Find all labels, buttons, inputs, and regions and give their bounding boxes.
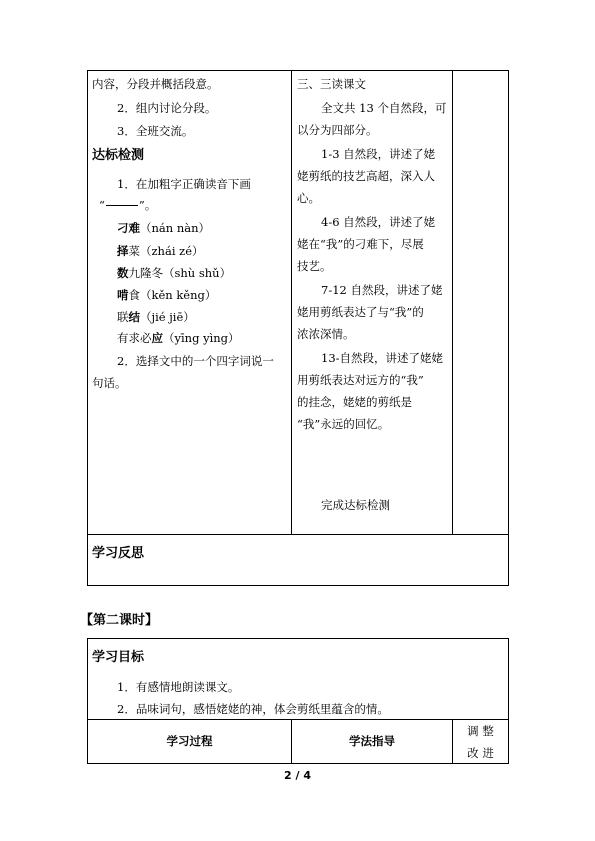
step-2: 2．组内讨论分段。 [117, 101, 217, 115]
question-2b: 句话。 [92, 376, 127, 390]
mid-line: 全文共 13 个自然段，可 [321, 101, 447, 115]
goal-2: 2．品味词句，感悟姥姥的神，体会剪纸里蕴含的情。 [117, 702, 389, 716]
header-guide: 学法指导 [349, 734, 395, 748]
mid-line: 13-自然段，讲述了姥姥 [321, 351, 444, 365]
header-adjust-2: 改 进 [467, 746, 494, 760]
page-number: 2 / 4 [284, 769, 311, 782]
list-item: 有求必应（yīng yìng） [117, 331, 240, 345]
row-divider-goals [87, 719, 509, 720]
intro-text: 内容，分段并概括段意。 [92, 77, 219, 91]
mid-title: 三、三读课文 [297, 77, 366, 91]
col-divider-1 [291, 70, 292, 534]
question-1a: 1．在加粗字正确读音下画 [117, 177, 251, 191]
list-item: 联结（jié jiē） [117, 310, 195, 324]
mid-line: 7-12 自然段，讲述了姥 [321, 283, 443, 297]
mid-finish: 完成达标检测 [321, 498, 390, 512]
reflection-heading: 学习反思 [92, 546, 145, 561]
mid-line: 技艺。 [297, 259, 332, 273]
heading-assessment: 达标检测 [92, 148, 145, 163]
header-adjust-1: 调 整 [467, 724, 494, 738]
mid-line: 姥剪纸的技艺高超，深入人 [297, 169, 435, 183]
goal-1: 1．有感情地朗读课文。 [117, 680, 240, 694]
row-divider-reflection [87, 534, 509, 535]
mid-line: 姥用剪纸表达了与“我”的 [297, 305, 424, 319]
underline-blank [106, 205, 138, 206]
goals-heading: 学习目标 [92, 650, 145, 665]
mid-line: 浓浓深情。 [297, 327, 355, 341]
step-3: 3．全班交流。 [117, 124, 194, 138]
list-item: 数九隆冬（shù shǔ） [117, 266, 232, 280]
mid-line: 姥在“我”的刁难下，尽展 [297, 237, 424, 251]
col-divider-2 [452, 70, 453, 534]
mid-line: 以分为四部分。 [297, 123, 378, 137]
list-item: 择菜（zhái zé） [117, 244, 204, 258]
mid-line: “我”永远的回忆。 [297, 417, 390, 431]
mid-line: 4-6 自然段，讲述了姥 [321, 215, 436, 229]
list-item: 啃食（kěn kěng） [117, 288, 217, 302]
mid-line: 1-3 自然段，讲述了姥 [321, 147, 436, 161]
mid-line: 用剪纸表达对远方的“我” [297, 373, 424, 387]
header-process: 学习过程 [166, 734, 213, 748]
list-item: 刁难（nán nàn） [117, 221, 210, 235]
mid-line: 心。 [297, 191, 320, 205]
mid-line: 的挂念，姥姥的剪纸是 [297, 395, 412, 409]
question-2a: 2．选择文中的一个四字词说一 [117, 354, 274, 368]
question-1b: “ ”。 [99, 198, 157, 212]
section-title: 【第二课时】 [80, 613, 159, 628]
